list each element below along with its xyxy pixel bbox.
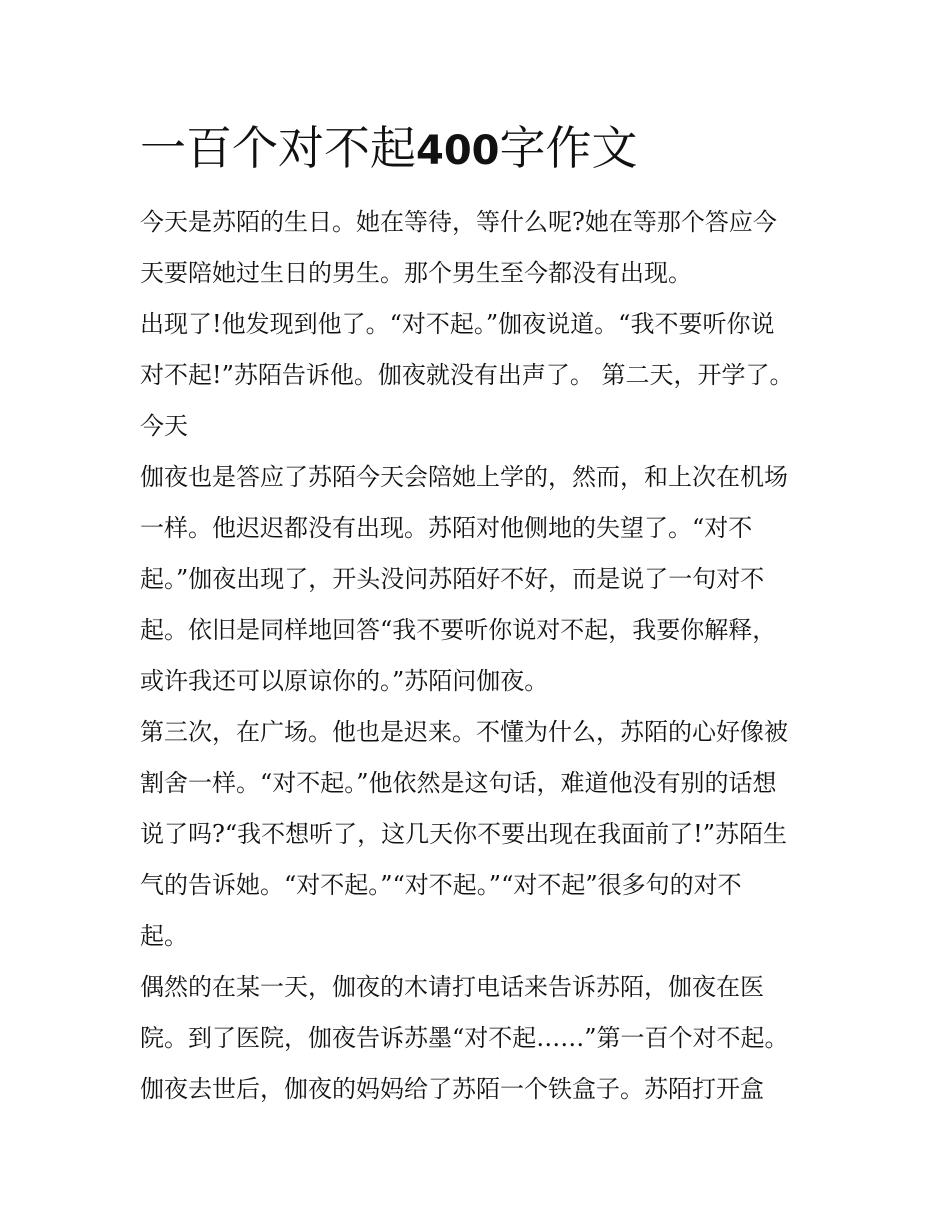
body-line: 气的告诉她。“对不起。”“对不起。”“对不起”很多句的对不 [140, 871, 742, 899]
body-line: 今天 [140, 412, 188, 440]
title-prefix: 一百个对不起 [140, 121, 416, 175]
body-line: 天要陪她过生日的男生。那个男生至今都没有出现。 [140, 259, 692, 287]
body-line: 说了吗?“我不想听了，这几天你不要出现在我面前了!”苏陌生 [140, 820, 788, 848]
body-line: 今天是苏陌的生日。她在等待，等什么呢?她在等那个答应今 [140, 208, 777, 236]
title-number: 400 [416, 128, 500, 174]
body-line: 出现了!他发现到他了。“对不起。”伽夜说道。“我不要听你说 [140, 310, 775, 338]
document-body [140, 197, 830, 1115]
document-title [140, 112, 638, 187]
body-line: 起。”伽夜出现了，开头没问苏陌好不好，而是说了一句对不 [140, 565, 765, 593]
body-line: 起。依旧是同样地回答“我不要听你说对不起，我要你解释， [140, 616, 777, 644]
body-line: 伽夜去世后，伽夜的妈妈给了苏陌一个铁盒子。苏陌打开盒 [140, 1075, 764, 1103]
body-line: 起。 [140, 922, 188, 950]
title-suffix: 字作文 [499, 121, 638, 175]
body-line: 对不起!”苏陌告诉他。伽夜就没有出声了。 第二天，开学了。 [140, 361, 794, 389]
body-line: 割舍一样。“对不起。”他依然是这句话，难道他没有别的话想 [140, 769, 777, 797]
body-line: 一样。他迟迟都没有出现。苏陌对他侧地的失望了。“对不 [140, 514, 753, 542]
body-line: 偶然的在某一天，伽夜的木请打电话来告诉苏陌，伽夜在医 [140, 973, 764, 1001]
body-line: 或许我还可以原谅你的。”苏陌问伽夜。 [140, 667, 549, 695]
body-line: 第三次，在广场。他也是迟来。不懂为什么，苏陌的心好像被 [140, 718, 788, 746]
body-line: 伽夜也是答应了苏陌今天会陪她上学的，然而，和上次在机场 [140, 463, 788, 491]
body-line: 院。到了医院，伽夜告诉苏墨“对不起……”第一百个对不起。 [140, 1024, 789, 1052]
